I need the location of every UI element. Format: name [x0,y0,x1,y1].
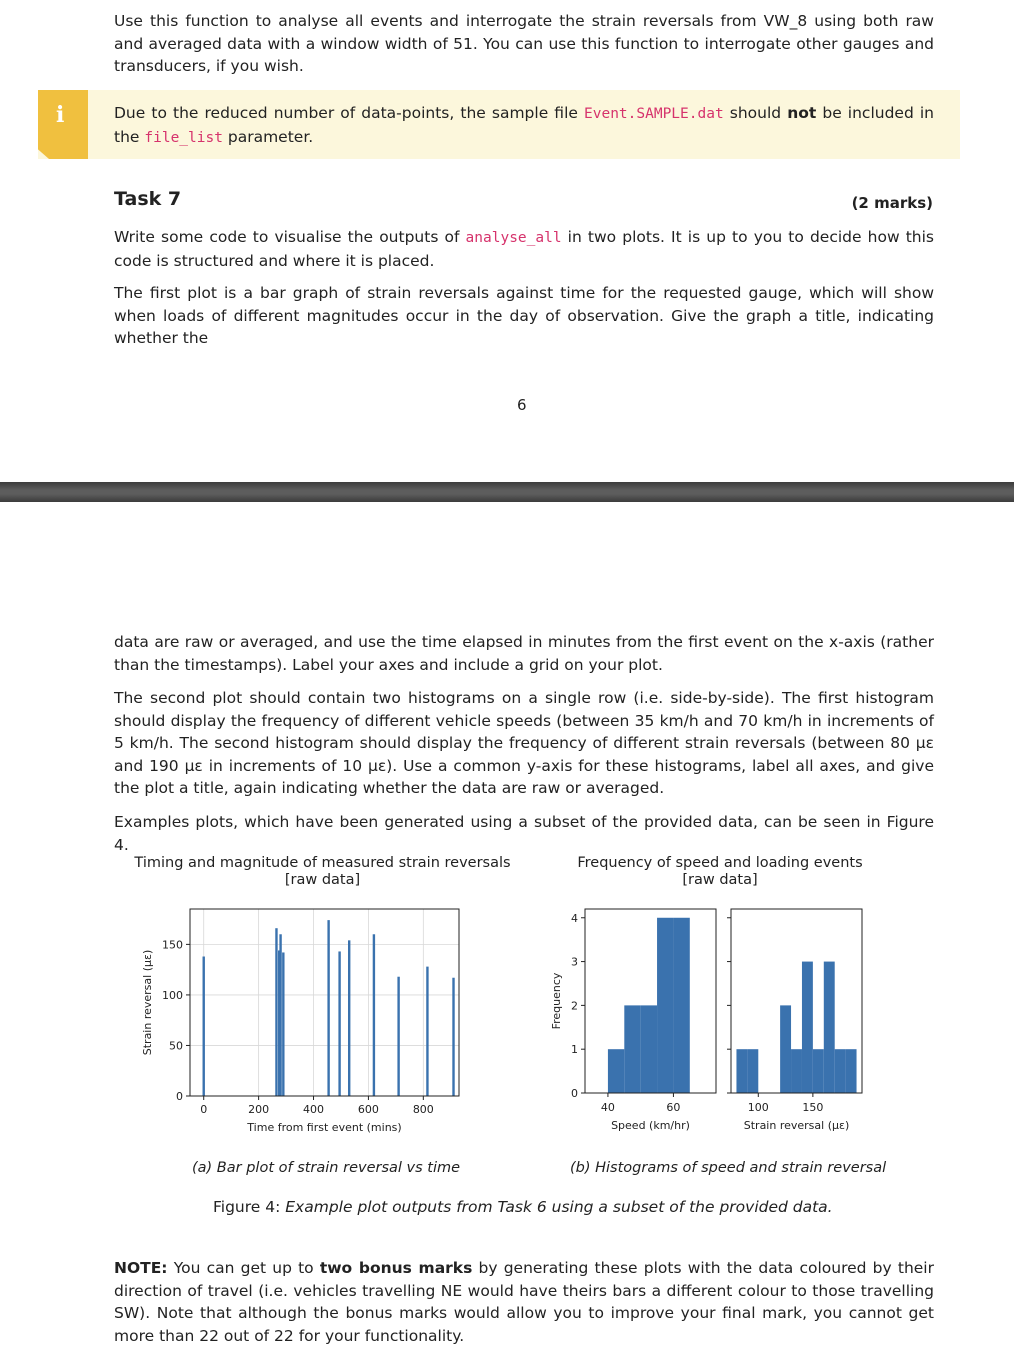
x-tick-label: 200 [248,1103,270,1116]
histogram-bar [813,1049,824,1093]
y-tick-label: 3 [571,955,578,969]
bar [275,928,277,1096]
histogram-bar [624,1005,640,1093]
y-tick-label: 150 [162,938,183,952]
y-tick-label: 4 [571,911,578,925]
bar [203,957,205,1096]
histogram-bar [824,962,835,1093]
histogram-bar [641,1005,657,1093]
bar [327,920,329,1096]
analyse-all-code: analyse_all [465,230,562,246]
x-tick-label: 800 [412,1103,434,1116]
task-paragraph-1: Write some code to visualise the outputs of analyse_all in two plots. It is up to you to decide how this code is structured and where it is placed. [114,228,934,270]
bar [452,978,454,1096]
y-axis-label: Frequency [550,972,563,1030]
intro-paragraph: Use this function to analyse all events and interrogate the strain reversals from VW_8 using both raw and averaged data with a window width of 51. You can use this function to interrogate other gauges and transducers, if you wish. [114,12,934,75]
histogram-bar [747,1049,758,1093]
histogram-bar [791,1049,802,1093]
x-tick-label: 60 [666,1101,681,1114]
task-paragraph-5: Examples plots, which have been generated using a subset of the provided data, can be seen in Figure 4. [114,813,934,854]
x-tick-label: 150 [802,1101,824,1114]
page-number: 6 [517,396,527,414]
info-icon: i [56,102,65,128]
x-tick-label: 400 [303,1103,325,1116]
bar [279,934,281,1096]
bar [282,952,284,1096]
y-tick-label: 0 [571,1087,578,1100]
caption-b: (b) Histograms of speed and strain reversal [570,1160,887,1176]
x-axis-label: Speed (km/hr) [611,1119,690,1132]
y-tick-label: 50 [169,1039,183,1053]
histogram-title [560,855,880,889]
histogram-subtitle: [raw data] [682,872,758,888]
task-marks: (2 marks) [851,194,933,212]
page-separator [0,482,1014,502]
y-tick-label: 1 [571,1043,578,1057]
y-tick-label: 0 [176,1090,183,1103]
plot-frame [190,909,459,1096]
histogram-bar [657,918,673,1093]
x-tick-label: 40 [600,1101,615,1114]
x-tick-label: 0 [200,1103,208,1116]
task-paragraph-3: data are raw or averaged, and use the time elapsed in minutes from the first event on the x-axis (rather than the timestamps). Label your axes and include a grid on your plot. [114,633,934,674]
bar [278,950,280,1096]
file-list-code: file_list [144,129,223,146]
histogram-bar [673,918,689,1093]
bar [397,977,399,1096]
histogram-frame [585,909,716,1093]
histogram-bar [835,1049,846,1093]
histogram-bar [846,1049,857,1093]
histogram-bar [802,962,813,1093]
x-tick-label: 600 [357,1103,379,1116]
bar [348,940,350,1096]
bar [373,934,375,1096]
bar-chart-title-text: Timing and magnitude of measured strain reversals [134,855,511,871]
histogram-bar [780,1005,791,1093]
bar-chart-title [120,855,525,889]
histogram-frame [731,909,862,1093]
figure-label: Figure 4: [213,1198,286,1216]
task-paragraph-4: The second plot should contain two histograms on a single row (i.e. side-by-side). The first histogram should display the frequency of different vehicle speeds (between 35 km/h and 70 km/h in increments of 5 km/h. The second histogram should display the frequency of different strain reversals (between 80 με and 190 με in increments of 10 με). Use a common y-axis for these histograms, label all axes, and give the plot a title, again indicating whether the data are raw or averaged. [114,689,934,797]
y-tick-label: 100 [162,988,183,1002]
figure-caption [213,1196,833,1219]
histogram-bar [608,1049,624,1093]
bar-chart-subtitle: [raw data] [284,872,361,888]
y-tick-label: 2 [571,999,578,1013]
bar [338,951,340,1096]
x-tick-label: 100 [747,1101,769,1114]
x-axis-label: Strain reversal (με) [743,1119,850,1132]
bar [426,967,428,1096]
info-callout-text: Due to the reduced number of data-points, the sample file Event.SAMPLE.dat should not be included in the file_list parameter. [114,104,934,146]
histogram-title-text: Frequency of speed and loading events [577,855,863,871]
figure-caption-text: Example plot outputs from Task 6 using a subset of the provided data. [285,1198,833,1216]
caption-a: (a) Bar plot of strain reversal vs time [192,1160,461,1176]
x-axis-label: Time from first event (mins) [247,1121,402,1134]
bonus-note: NOTE: You can get up to two bonus marks by generating these plots with the data coloured by their direction of travel (i.e. vehicles travelling NE would have theirs bars a different colour to those travelling SW). Note that although the bonus marks would allow you to improve your final mark, you cannot get more than 22 out of 22 for your functionality. [114,1259,934,1345]
histogram-bar [736,1049,747,1093]
sample-file-code: Event.SAMPLE.dat [584,106,724,122]
y-axis-label: Strain reversal (με) [141,949,154,1056]
task-paragraph-2: The first plot is a bar graph of strain reversals against time for the requested gauge, which will show when loads of different magnitudes occur in the day of observation. Give the graph a title, indicating whether the [114,284,934,347]
task-title: Task 7 [114,188,182,210]
